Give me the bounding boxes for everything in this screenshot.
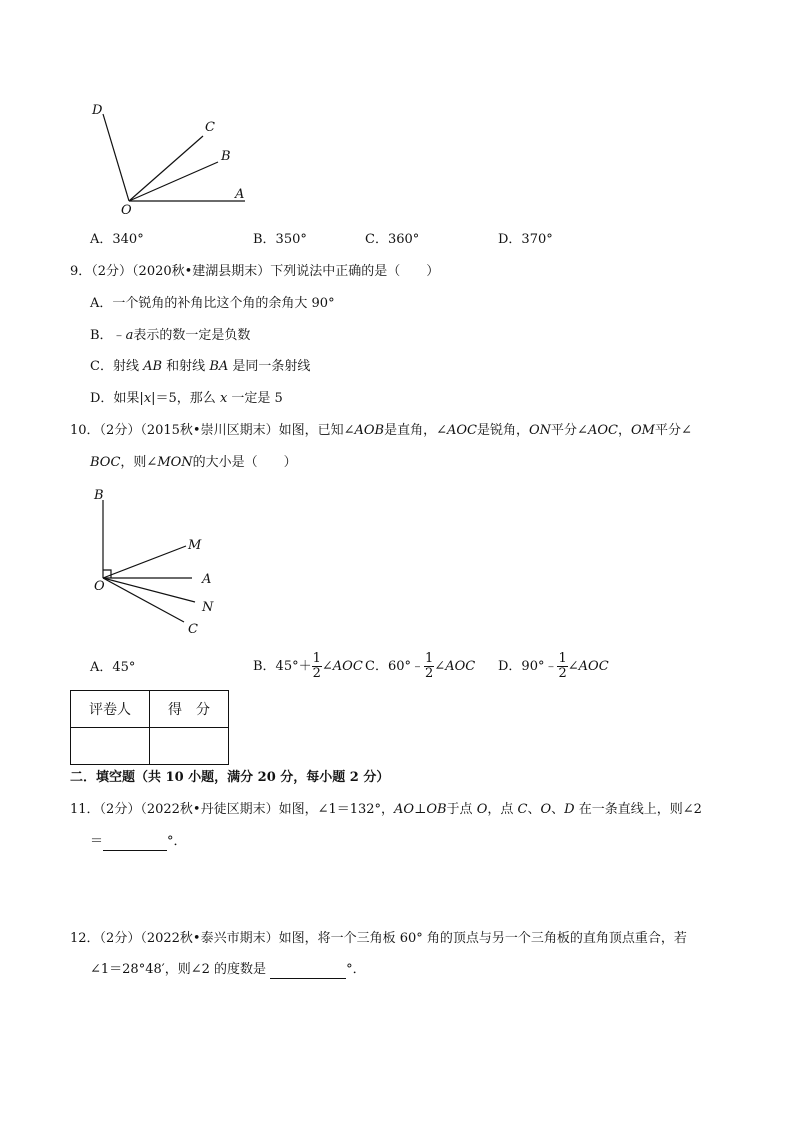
ray-od bbox=[103, 114, 129, 201]
label-d: D bbox=[92, 103, 103, 118]
label-b: B bbox=[221, 149, 231, 164]
label-b: B bbox=[94, 488, 104, 503]
q9-d-pre: D．如果| bbox=[90, 391, 144, 406]
q9-stem: 9．（2分）（2020秋•建湖县期末）下列说法中正确的是（ ） bbox=[70, 264, 440, 279]
q8-option-c: C．360° bbox=[365, 232, 420, 247]
q9-c-var1: AB bbox=[143, 359, 163, 374]
label-n: N bbox=[202, 600, 214, 615]
score-table-cell-score[interactable] bbox=[150, 728, 229, 765]
q10-option-a: A．45° bbox=[90, 660, 136, 675]
score-table-header-grader: 评卷人 bbox=[71, 691, 150, 728]
q10-option-d: D．90°﹣ $\frac{1}{2}$ ∠AOC bbox=[498, 651, 609, 681]
ray-on bbox=[103, 578, 195, 602]
q12-stem-line2: ∠1＝28°48′，则∠2 的度数是 °． bbox=[90, 962, 366, 977]
q9-c-pre: C．射线 bbox=[90, 359, 144, 374]
q9-b-pre: B．﹣ bbox=[90, 328, 126, 343]
q9-d-post: 一定是 5 bbox=[227, 391, 283, 406]
q9-d-var2: x bbox=[219, 391, 228, 406]
q9-option-d bbox=[90, 391, 283, 407]
angle-figure-q8 bbox=[85, 98, 255, 223]
q8-option-b: B．350° bbox=[253, 232, 307, 247]
label-a: A bbox=[202, 572, 212, 587]
label-o: O bbox=[94, 579, 105, 594]
q10-option-b: B．45°＋ $\frac{1}{2}$ ∠AOC bbox=[253, 651, 363, 681]
q12-answer-blank[interactable] bbox=[270, 962, 346, 979]
q9-option-b bbox=[90, 328, 250, 344]
q9-option-c bbox=[90, 359, 310, 375]
q10-stem-line1: 10．（2分）（2015秋•崇川区期末）如图，已知∠AOB是直角，∠AOC是锐角，ON平分∠AOC，OM平分∠ bbox=[70, 423, 692, 438]
score-table-header-score: 得 分 bbox=[150, 691, 229, 728]
q11-answer-blank[interactable] bbox=[103, 834, 167, 851]
ray-ob bbox=[129, 162, 218, 201]
label-a: A bbox=[235, 187, 245, 202]
q9-b-post: 表示的数一定是负数 bbox=[133, 328, 251, 343]
label-c: C bbox=[188, 622, 198, 637]
q10-option-c: C．60°﹣ $\frac{1}{2}$ ∠AOC bbox=[365, 651, 476, 681]
q9-d-mid: |＝5，那么 bbox=[151, 391, 220, 406]
q8-option-d: D．370° bbox=[498, 232, 553, 247]
q9-c-post: 是同一条射线 bbox=[228, 359, 311, 374]
q9-d-var1: x bbox=[143, 391, 152, 406]
q11-stem-line1: 11．（2分）（2022秋•丹徒区期末）如图，∠1＝132°，AO⊥OB于点 O，点 C、O、D 在一条直线上，则∠2 bbox=[70, 802, 702, 817]
q10-stem-line2: BOC，则∠MON的大小是（ ） bbox=[90, 455, 297, 470]
q11-stem-line2: ＝ °． bbox=[90, 834, 187, 849]
q9-c-mid: 和射线 bbox=[162, 359, 210, 374]
q12-stem-line1: 12．（2分）（2022秋•泰兴市期末）如图，将一个三角板 60° 角的顶点与另一个三角板的直角顶点重合，若 bbox=[70, 931, 687, 946]
ray-oc bbox=[103, 578, 184, 622]
score-table-cell-grader[interactable] bbox=[71, 728, 150, 765]
label-o: O bbox=[121, 203, 132, 218]
q8-option-a: A．340° bbox=[90, 232, 144, 247]
section-heading-fill-in: 二．填空题（共 10 小题，满分 20 分，每小题 2 分） bbox=[70, 770, 390, 785]
ray-om bbox=[103, 546, 186, 578]
q9-option-a: A．一个锐角的补角比这个角的余角大 90° bbox=[90, 296, 335, 311]
score-table bbox=[70, 690, 229, 765]
ray-oc bbox=[129, 136, 203, 201]
q9-c-var2: BA bbox=[209, 359, 229, 374]
label-c: C bbox=[205, 120, 215, 135]
q9-b-var: a bbox=[125, 328, 134, 343]
angle-figure-q10 bbox=[88, 486, 218, 638]
label-m: M bbox=[188, 538, 202, 553]
